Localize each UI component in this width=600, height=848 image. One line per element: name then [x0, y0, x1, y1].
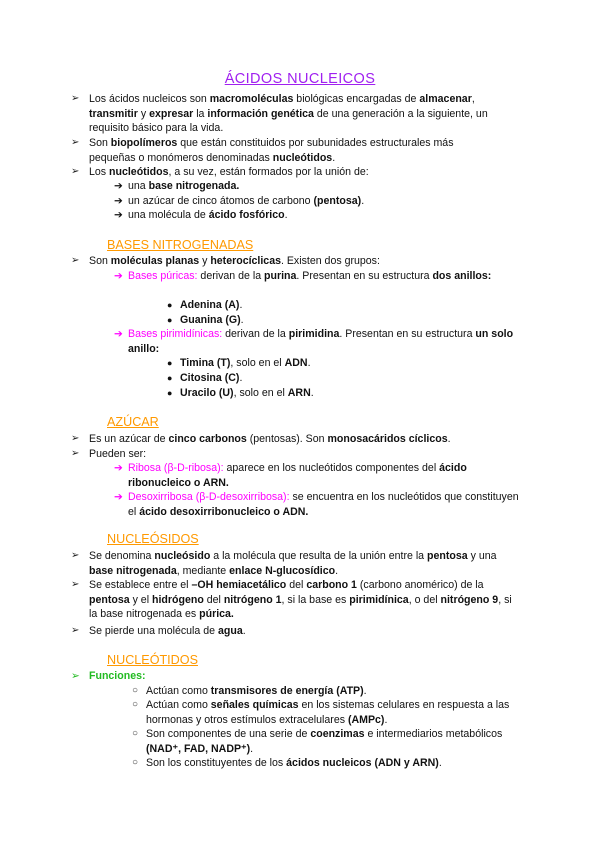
base-timina: ● Timina (T), solo en el ADN. [167, 357, 311, 369]
bases-puricas: ➔ Bases púricas: derivan de la purina. Presentan en su estructura dos anillos: [114, 270, 492, 282]
triangle-bullet-icon: ➢ [71, 625, 80, 636]
intro-paragraph-1: ➢ Los ácidos nucleicos son macromoléculas biológicas encargadas de almacenar, transmitir y expresar la información genética de una generación a la siguiente, un requisito básico para la vida. [71, 93, 488, 135]
triangle-bullet-icon: ➢ [71, 579, 80, 590]
funcion-item-2: ○ Actúan como señales químicas en los sistemas celulares en respuesta a las hormonas y otros estímulos extracelulares (AMPc). [132, 699, 510, 726]
section-title-azucar: AZÚCAR [107, 415, 159, 429]
azucar-paragraph: ➢ Es un azúcar de cinco carbonos (pentosas). Son monosacáridos cíclicos. [71, 433, 451, 445]
arrow-icon: ➔ [114, 328, 123, 340]
triangle-bullet-icon: ➢ [71, 137, 80, 148]
base-guanina: ● Guanina (G). [167, 314, 244, 326]
triangle-bullet-icon: ➢ [71, 166, 80, 177]
base-citosina: ● Citosina (C). [167, 372, 243, 384]
dot-bullet-icon: ● [167, 373, 173, 383]
triangle-bullet-icon: ➢ [71, 448, 80, 459]
bases-pirimidinicas: ➔ Bases pirimidínicas: derivan de la pirimidina. Presentan en su estructura un solo anillo: [114, 328, 514, 355]
funcion-item-3: ○ Son componentes de una serie de coenzimas e intermediarios metabólicos (NAD⁺, FAD, NADP⁺). [132, 728, 503, 755]
dot-bullet-icon: ● [167, 388, 173, 398]
dot-bullet-icon: ● [167, 358, 173, 368]
azucar-ribosa: ➔ Ribosa (β-D-ribosa): aparece en los nucleótidos componentes del ácido ribonucleico o ARN. [114, 462, 467, 489]
dot-bullet-icon: ● [167, 300, 173, 310]
arrow-icon: ➔ [114, 209, 123, 221]
component-item-1: ➔ una base nitrogenada. [114, 180, 240, 192]
section-title-nucleosidos: NUCLEÓSIDOS [107, 532, 199, 546]
azucar-desoxirribosa: ➔ Desoxirribosa (β-D-desoxirribosa): se encuentra en los nucleótidos que constituyen el ácido desoxirribonucleico o ADN. [114, 491, 519, 518]
dot-bullet-icon: ● [167, 315, 173, 325]
triangle-bullet-icon: ➢ [71, 255, 80, 266]
arrow-icon: ➔ [114, 195, 123, 207]
triangle-bullet-icon: ➢ [71, 433, 80, 444]
arrow-icon: ➔ [114, 491, 123, 503]
component-item-3: ➔ una molécula de ácido fosfórico. [114, 209, 288, 221]
nucleosidos-paragraph-2: ➢ Se establece entre el –OH hemiacetálico del carbono 1 (carbono anomérico) de la pentosa y el hidrógeno del nitrógeno 1, si la base es pirimidínica, o del nitrógeno 9, si la base nitrogenada es púrica. [71, 579, 512, 621]
section-title-bases: BASES NITROGENADAS [107, 238, 254, 252]
circle-bullet-icon: ○ [132, 685, 139, 696]
arrow-icon: ➔ [114, 180, 123, 192]
triangle-bullet-icon: ➢ [71, 93, 80, 104]
base-adenina: ● Adenina (A). [167, 299, 243, 311]
funciones-heading: ➢ Funciones: [71, 670, 146, 682]
arrow-icon: ➔ [114, 270, 123, 282]
nucleosidos-paragraph-3: ➢ Se pierde una molécula de agua. [71, 625, 246, 637]
intro-paragraph-2: ➢ Son biopolímeros que están constituidos por subunidades estructurales más pequeñas o monómeros denominadas nucleótidos. [71, 137, 454, 164]
intro-paragraph-3: ➢ Los nucleótidos, a su vez, están formados por la unión de: [71, 166, 369, 178]
base-uracilo: ● Uracilo (U), solo en el ARN. [167, 387, 314, 399]
section-title-nucleotidos: NUCLEÓTIDOS [107, 653, 198, 667]
circle-bullet-icon: ○ [132, 757, 139, 768]
azucar-pueden-ser: ➢ Pueden ser: [71, 448, 147, 460]
triangle-bullet-icon: ➢ [71, 670, 80, 682]
circle-bullet-icon: ○ [132, 728, 139, 739]
funcion-item-4: ○ Son los constituyentes de los ácidos nucleicos (ADN y ARN). [132, 757, 442, 769]
triangle-bullet-icon: ➢ [71, 550, 80, 561]
funcion-item-1: ○ Actúan como transmisores de energía (ATP). [132, 685, 367, 697]
circle-bullet-icon: ○ [132, 699, 139, 710]
nucleosidos-paragraph-1: ➢ Se denomina nucleósido a la molécula que resulta de la unión entre la pentosa y una base nitrogenada, mediante enlace N-glucosídico. [71, 550, 497, 577]
page-title: ÁCIDOS NUCLEICOS [224, 71, 376, 87]
component-item-2: ➔ un azúcar de cinco átomos de carbono (pentosa). [114, 195, 365, 207]
bases-paragraph: ➢ Son moléculas planas y heterocíclicas. Existen dos grupos: [71, 255, 380, 267]
arrow-icon: ➔ [114, 462, 123, 474]
